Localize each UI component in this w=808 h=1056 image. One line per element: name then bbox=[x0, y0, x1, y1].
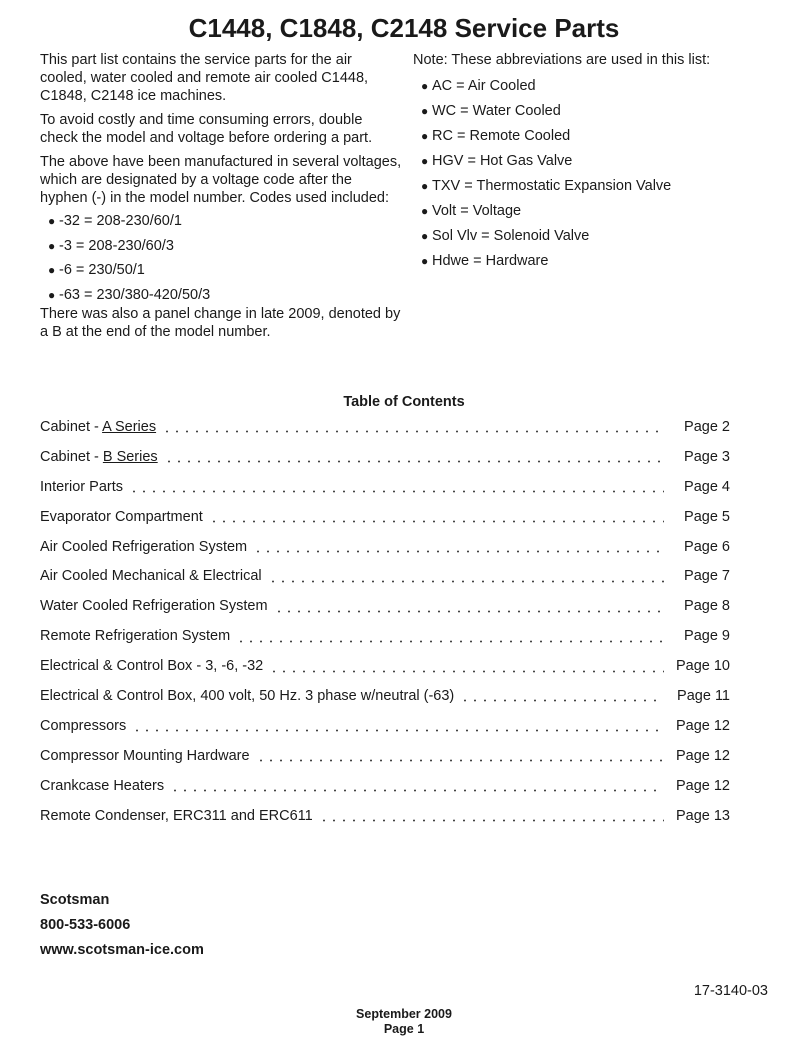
dot-leader bbox=[170, 789, 664, 792]
intro-section bbox=[40, 51, 402, 347]
list-item: ● -32 = 208-230/60/1 bbox=[48, 213, 182, 230]
toc-page-number: Page 4 bbox=[684, 478, 730, 495]
intro-paragraph: This part list contains the service parts for the air cooled, water cooled and remote air cooled C1448, C1848, C2148 ice machines. bbox=[40, 52, 369, 104]
contact-block bbox=[40, 891, 204, 966]
bullet-icon: ● bbox=[421, 228, 429, 243]
toc-page-number: Page 2 bbox=[684, 419, 730, 435]
toc-page-number: Page 12 bbox=[675, 747, 730, 764]
bullet-icon: ● bbox=[421, 203, 429, 218]
toc-page-number: Page 3 bbox=[684, 448, 730, 465]
dot-leader bbox=[132, 729, 664, 732]
dot-leader bbox=[460, 699, 664, 702]
intro-paragraph: There was also a panel change in late 2009, denoted by a B at the end of the model number. bbox=[40, 306, 401, 340]
list-item: ● Hdwe = Hardware bbox=[421, 252, 549, 269]
toc-entry-crankcase-heaters[interactable]: Crankcase Heaters Page 12 bbox=[40, 777, 730, 794]
dot-leader bbox=[129, 490, 664, 493]
page-footer bbox=[0, 1007, 808, 1037]
list-item: ● WC = Water Cooled bbox=[421, 102, 561, 119]
abbreviation-list bbox=[413, 73, 773, 273]
list-item: ● AC = Air Cooled bbox=[421, 77, 536, 94]
toc-entry-electrical-control-box[interactable]: Electrical & Control Box - 3, -6, -32 Page 10 bbox=[40, 658, 730, 675]
dot-leader bbox=[319, 819, 664, 822]
bullet-icon: ● bbox=[48, 263, 56, 278]
list-item: ● HGV = Hot Gas Valve bbox=[421, 152, 573, 169]
document-number: 17-3140-03 bbox=[693, 983, 768, 999]
toc-entry-air-cooled-refrigeration[interactable]: Air Cooled Refrigeration System Page 6 bbox=[40, 538, 730, 555]
bullet-icon: ● bbox=[421, 78, 429, 93]
toc-entry-remote-refrigeration[interactable]: Remote Refrigeration System Page 9 bbox=[40, 628, 730, 645]
toc-page-number: Page 10 bbox=[675, 658, 730, 675]
dot-leader bbox=[274, 610, 664, 613]
toc-entry-electrical-control-box-400v[interactable]: Electrical & Control Box, 400 volt, 50 Hz. 3 phase w/neutral (-63) Page 11 bbox=[40, 688, 730, 705]
list-item: ● -3 = 208-230/60/3 bbox=[48, 237, 174, 254]
list-item: ● -6 = 230/50/1 bbox=[48, 262, 145, 279]
bullet-icon: ● bbox=[421, 153, 429, 168]
toc-page-number: Page 7 bbox=[684, 568, 730, 585]
toc-page-number: Page 6 bbox=[684, 538, 730, 555]
dot-leader bbox=[253, 550, 664, 553]
bullet-icon: ● bbox=[48, 214, 56, 229]
bullet-icon: ● bbox=[421, 128, 429, 143]
dot-leader bbox=[269, 670, 664, 673]
toc-page-number: Page 12 bbox=[675, 777, 730, 794]
toc-page-number: Page 13 bbox=[675, 807, 730, 824]
table-of-contents bbox=[40, 419, 730, 837]
dot-leader bbox=[162, 430, 664, 433]
list-item: ● Volt = Voltage bbox=[421, 202, 522, 219]
dot-leader bbox=[256, 759, 664, 762]
toc-page-number: Page 8 bbox=[684, 598, 730, 615]
list-item: ● Sol Vlv = Solenoid Valve bbox=[421, 227, 590, 244]
footer-page-number: Page 1 bbox=[383, 1022, 425, 1036]
toc-entry-interior-parts[interactable]: Interior Parts Page 4 bbox=[40, 478, 730, 495]
toc-entry-remote-condenser[interactable]: Remote Condenser, ERC311 and ERC611 Page 13 bbox=[40, 807, 730, 824]
bullet-icon: ● bbox=[421, 178, 429, 193]
company-name: Scotsman bbox=[40, 892, 110, 908]
abbreviations-heading: Note: These abbreviations are used in this list: bbox=[413, 52, 711, 68]
dot-leader bbox=[209, 520, 664, 523]
list-item: ● -63 = 230/380-420/50/3 bbox=[48, 286, 211, 303]
dot-leader bbox=[164, 460, 664, 463]
intro-paragraph: To avoid costly and time consuming errors, double check the model and voltage before ordering a part. bbox=[40, 112, 373, 146]
abbreviations-section bbox=[413, 51, 773, 273]
toc-entry-evaporator-compartment[interactable]: Evaporator Compartment Page 5 bbox=[40, 508, 730, 525]
toc-entry-cabinet-a-series[interactable]: Cabinet - A Series Page 2 bbox=[40, 419, 730, 435]
toc-entry-water-cooled-refrigeration[interactable]: Water Cooled Refrigeration System Page 8 bbox=[40, 598, 730, 615]
toc-entry-compressor-mounting-hardware[interactable]: Compressor Mounting Hardware Page 12 bbox=[40, 747, 730, 764]
toc-page-number: Page 5 bbox=[684, 508, 730, 525]
list-item: ● TXV = Thermostatic Expansion Valve bbox=[421, 177, 672, 194]
footer-date: September 2009 bbox=[356, 1007, 452, 1021]
list-item: ● RC = Remote Cooled bbox=[421, 127, 571, 144]
toc-heading: Table of Contents bbox=[343, 394, 465, 410]
voltage-code-list bbox=[40, 209, 402, 307]
website-link[interactable]: www.scotsman-ice.com bbox=[40, 942, 204, 958]
toc-entry-compressors[interactable]: Compressors Page 12 bbox=[40, 717, 730, 734]
bullet-icon: ● bbox=[48, 287, 56, 302]
toc-link[interactable]: B Series bbox=[102, 448, 158, 465]
toc-page-number: Page 9 bbox=[684, 628, 730, 645]
toc-entry-cabinet-b-series[interactable]: Cabinet - B Series Page 3 bbox=[40, 448, 730, 465]
toc-entry-air-cooled-mechanical[interactable]: Air Cooled Mechanical & Electrical Page 7 bbox=[40, 568, 730, 585]
toc-page-number: Page 11 bbox=[677, 688, 730, 705]
intro-paragraph: The above have been manufactured in several voltages, which are designated by a voltage code after the hyphen (-) in the model number. Codes used included: bbox=[40, 154, 402, 206]
bullet-icon: ● bbox=[421, 103, 429, 118]
dot-leader bbox=[236, 640, 664, 643]
bullet-icon: ● bbox=[48, 238, 56, 253]
dot-leader bbox=[268, 580, 664, 583]
bullet-icon: ● bbox=[421, 253, 429, 268]
page-title: C1448, C1848, C2148 Service Parts bbox=[188, 13, 620, 43]
toc-page-number: Page 12 bbox=[675, 717, 730, 734]
phone-number: 800-533-6006 bbox=[40, 917, 131, 933]
toc-link[interactable]: A Series bbox=[102, 419, 157, 435]
